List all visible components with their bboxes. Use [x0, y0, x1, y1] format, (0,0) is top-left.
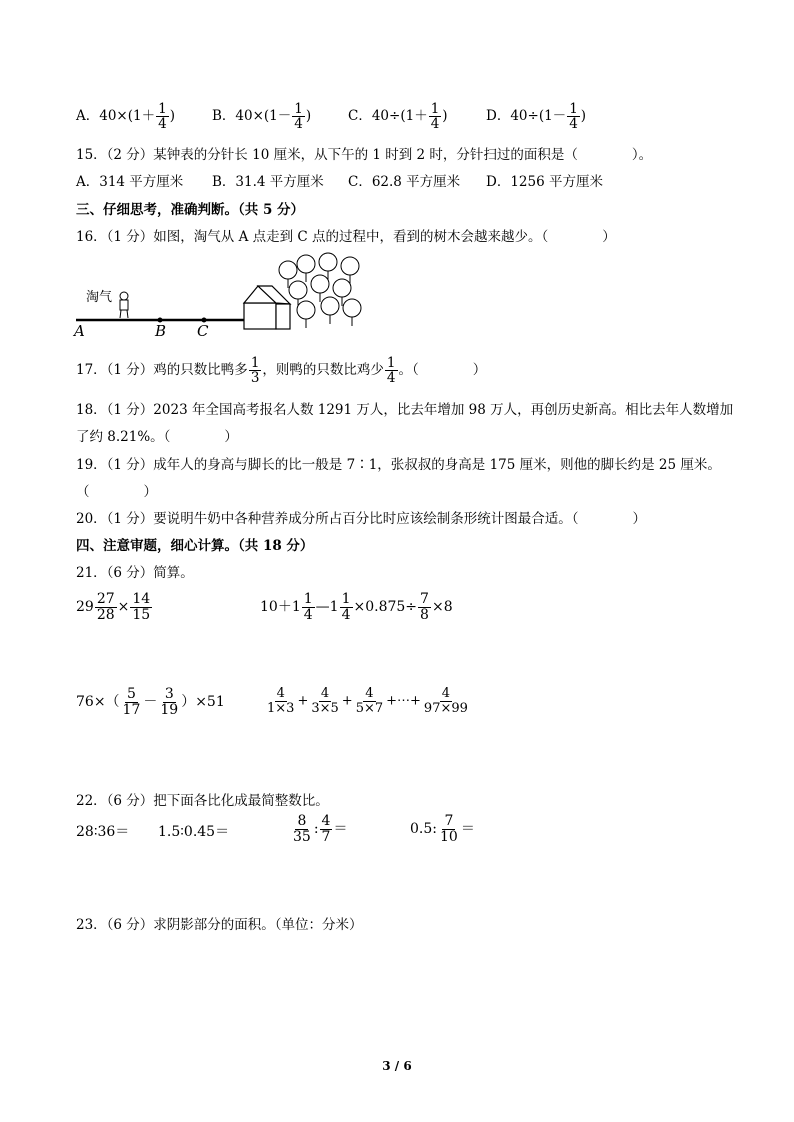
house-icon — [244, 286, 290, 329]
q18-line2: 了约 8.21%。（ ） — [76, 429, 238, 445]
q15-stem: 15．（2 分）某钟表的分针长 10 厘米，从下午的 1 时到 2 时，分针扫过的面积是（ ）。 — [76, 147, 653, 163]
q21-stem: 21．（6 分）简算。 — [76, 565, 194, 581]
q21-expr-3: 76×（ $\frac{5}{17}$ － $\frac{3}{19}$ ）×51 — [76, 686, 225, 718]
q16-figure — [76, 248, 376, 344]
q22-ratio-4: 0.5: $\frac{7}{10}$ ＝ — [410, 813, 475, 845]
q21-expr-4: $\frac{4}{1\times 3}$ + $\frac{4}{3\times 5}$ + $\frac{4}{5\times 7}$ +⋯+ $\frac{4}{97\times 99}$ — [267, 686, 468, 716]
q22-ratio-3: $\frac{8}{35}$ : $\frac{4}{7}$ ＝ — [293, 813, 348, 845]
q22-ratio-2: 1.5∶0.45＝ — [158, 824, 230, 840]
section-4-heading: 四、注意审题，细心计算。（共 18 分） — [76, 538, 314, 554]
q14-option-c: C．40÷(1＋ $\frac{1}{4}$ ) — [348, 101, 448, 133]
q17: 17．（1 分）鸡的只数比鸭多 $\frac{1}{3}$ ，则鸭的只数比鸡少 $\frac{1}{4}$ 。（ ） — [76, 355, 487, 387]
q15-option-d: D．1256 平方厘米 — [486, 174, 603, 190]
q20: 20．（1 分）要说明牛奶中各种营养成分所占百分比时应该绘制条形统计图最合适。（ ） — [76, 511, 647, 527]
q19-line2: （ ） — [76, 484, 157, 500]
section-3-heading: 三、仔细思考，准确判断。（共 5 分） — [76, 202, 305, 218]
q16-stem: 16．（1 分）如图，淘气从 A 点走到 C 点的过程中，看到的树木会越来越少。（ ） — [76, 229, 616, 245]
point-b-label: B — [155, 322, 167, 340]
q19-line1: 19．（1 分）成年人的身高与脚长的比一般是 7∶1，张叔叔的身高是 175 厘米，则他的脚长约是 25 厘米。 — [76, 457, 721, 473]
trees-icon — [279, 253, 361, 328]
point-c-label: C — [197, 322, 209, 340]
q21-expr-1: 29 $\frac{27}{28}$ × $\frac{14}{15}$ — [76, 591, 151, 623]
q15-option-c: C．62.8 平方厘米 — [348, 174, 461, 190]
q22-stem: 22．（6 分）把下面各比化成最简整数比。 — [76, 793, 329, 809]
person-icon — [120, 292, 128, 318]
q15-option-b: B．31.4 平方厘米 — [212, 174, 324, 190]
figure-person-label: 淘气 — [86, 290, 113, 305]
q14-option-a: A．40×(1＋ $\frac{1}{4}$ ) — [76, 101, 175, 133]
point-a-label: A — [74, 322, 85, 340]
q14-option-d: D．40÷(1－ $\frac{1}{4}$ ) — [486, 101, 587, 133]
q15-option-a: A．314 平方厘米 — [76, 174, 184, 190]
q18-line1: 18．（1 分）2023 年全国高考报名人数 1291 万人，比去年增加 98 万人，再创历史新高。相比去年人数增加 — [76, 402, 734, 418]
q21-expr-2: 10＋1 $\frac{1}{4}$ —1 $\frac{1}{4}$ ×0.875÷ $\frac{7}{8}$ ×8 — [260, 591, 453, 623]
q23-stem: 23．（6 分）求阴影部分的面积。（单位：分米） — [76, 917, 363, 933]
page-number: 3 / 6 — [382, 1059, 412, 1073]
q14-option-b: B．40×(1－ $\frac{1}{4}$ ) — [212, 101, 312, 133]
q22-ratio-1: 28∶36＝ — [76, 824, 130, 840]
